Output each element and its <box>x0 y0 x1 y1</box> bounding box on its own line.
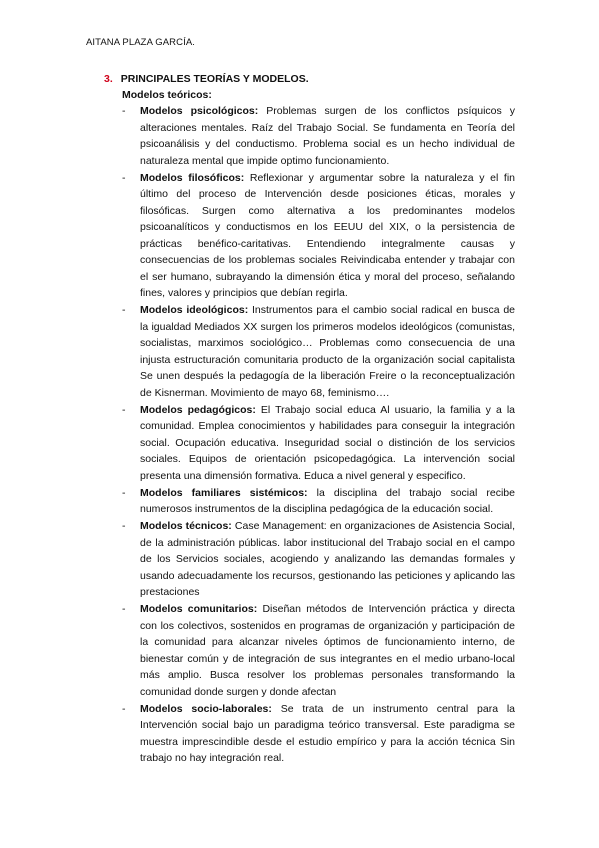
model-title: Modelos socio-laborales: <box>140 702 272 715</box>
list-bullet: - <box>122 603 126 615</box>
model-description: El Trabajo social educa Al usuario, la familia y a la comunidad. Emplea conocimientos y habilidades para conseguir la integración social. Ocupación educativa. Inseguridad social o distinción de los servicios sociales. Equipos de orientación psicopedagógica. La intervención social presenta una dimensión formativa. Educa a nivel general y especifico. <box>140 403 515 482</box>
models-subheading: Modelos teóricos: <box>122 89 212 101</box>
list-bullet: - <box>122 171 126 184</box>
section-heading <box>104 73 309 85</box>
section-title: PRINCIPALES TEORÍAS Y MODELOS. <box>120 73 309 85</box>
list-bullet: - <box>122 486 126 499</box>
model-item <box>122 402 515 485</box>
list-bullet: - <box>122 520 126 532</box>
model-title: Modelos familiares sistémicos: <box>140 486 308 499</box>
model-item <box>122 302 515 401</box>
model-description: Reflexionar y argumentar sobre la naturaleza y el fin último del proceso de Intervención desde posiciones éticas, morales y filosóficas. Surgen como alternativa a los predominantes modelos psicoanalíticos y conductismos en los EEUU del XIX, o la persistencia de prácticas benéfico-caritativas. Entendiendo integralmente causas y consecuencias de los problemas sociales Reivindicaba entender y trabajar con el ser humano, subrayando la dimensión ética y moral del proceso, señalando fines, valores y principios que debían regirla. <box>140 171 515 299</box>
author-header: AITANA PLAZA GARCÍA. <box>86 37 195 48</box>
model-description: Instrumentos para el cambio social radical en busca de la igualdad Mediados XX surgen los primeros modelos ideológicos (comunistas, socialistas, marximos sociológico… Problemas como consecuencia de una injusta estructuración comunitaria producto de la organización social capitalista Se unen después la pedagogía de la liberación Freire o la reconceptualización de Kisnerman. Movimiento de mayo 68, feminismo…. <box>140 304 516 399</box>
model-item <box>122 701 515 767</box>
model-description: Se trata de un instrumento central para la Intervención social bajo un paradigma teórico transversal. Este paradigma se muestra imprescindible desde el estudio empírico y para la acción técnica Sin trabajo no hay integración real. <box>140 702 515 764</box>
list-bullet: - <box>122 105 126 117</box>
model-description: Problemas surgen de los conflictos psíquicos y alteraciones mentales. Raíz del Trabajo Social. Se fundamenta en Teoría del psicoanálisis y del conductismo. Problema social es un hecho individual de naturaleza mental que impide optimo funcionamiento. <box>140 105 515 167</box>
model-title: Modelos pedagógicos: <box>140 403 256 416</box>
list-bullet: - <box>122 702 126 715</box>
model-item <box>122 103 515 169</box>
model-description: Case Management: en organizaciones de Asistencia Social, de la administración públicas. labor institucional del Trabajo social en el campo de los Servicios sociales, acogiendo y analizando las demandas formales y usando adecuadamente los recursos, gestionando las peticiones y aplicando las prestaciones <box>140 520 515 598</box>
section-number: 3. <box>104 73 113 85</box>
list-bullet: - <box>122 304 126 316</box>
model-title: Modelos comunitarios: <box>140 603 258 615</box>
model-item <box>122 170 515 302</box>
list-bullet: - <box>122 403 126 416</box>
model-title: Modelos ideológicos: <box>140 304 249 316</box>
model-title: Modelos técnicos: <box>140 520 232 532</box>
model-description: la disciplina del trabajo social recibe numerosos instrumentos de la disciplina pedagógica de la educación social. <box>140 486 515 515</box>
model-item <box>122 601 515 700</box>
model-description: Diseñan métodos de Intervención práctica y directa con los colectivos, sostenidos en programas de organización y participación de la comunidad para alcanzar niveles óptimos de funcionamiento interno, de bienestar común y de integración de sus integrantes en el medio urbano-local más amplio. Busca resolver los problemas personales transformando la comunidad donde surgen y donde afectan <box>140 603 515 698</box>
model-item <box>122 485 515 518</box>
model-title: Modelos filosóficos: <box>140 171 245 184</box>
models-list <box>122 103 515 767</box>
model-title: Modelos psicológicos: <box>140 105 259 117</box>
model-item <box>122 518 515 601</box>
